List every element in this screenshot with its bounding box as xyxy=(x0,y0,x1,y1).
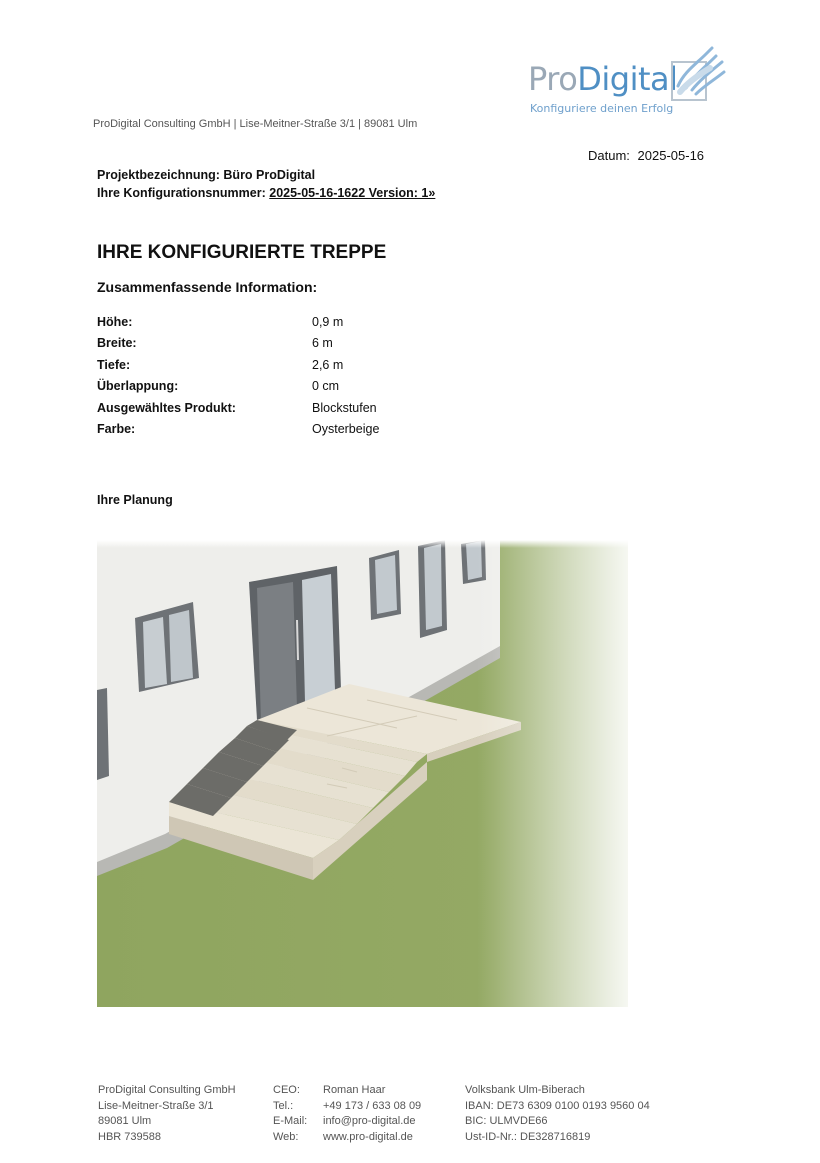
spec-value: Blockstufen xyxy=(312,400,377,415)
prodigital-logo xyxy=(528,42,728,122)
spec-row-hoehe xyxy=(97,312,497,333)
planning-label: Ihre Planung xyxy=(97,493,173,507)
footer-company xyxy=(98,1083,236,1145)
config-number-link[interactable]: 2025-05-16-1622 Version: 1» xyxy=(269,186,436,200)
config-label: Ihre Konfigurationsnummer: xyxy=(97,186,266,200)
spec-row-farbe xyxy=(97,419,497,440)
footer-bank xyxy=(465,1083,650,1145)
spec-label: Ausgewähltes Produkt: xyxy=(97,400,236,415)
footer-vat-id: Ust-ID-Nr.: DE328716819 xyxy=(465,1130,591,1143)
footer-bank-name: Volksbank Ulm-Biberach xyxy=(465,1084,585,1096)
logo-wordmark xyxy=(528,60,678,98)
page-title: IHRE KONFIGURIERTE TREPPE xyxy=(97,242,387,263)
spec-value: 2,6 m xyxy=(312,357,344,372)
footer-email[interactable]: info@pro-digital.de xyxy=(323,1115,416,1127)
window xyxy=(369,550,401,620)
date-value: 2025-05-16 xyxy=(637,148,705,163)
footer-iban: IBAN: DE73 6309 0100 0193 9560 04 xyxy=(465,1099,650,1112)
footer-contact-values xyxy=(323,1083,421,1145)
spec-row-produkt xyxy=(97,398,497,419)
spec-row-breite xyxy=(97,333,497,354)
footer-label: CEO: xyxy=(273,1084,300,1096)
spec-label: Höhe: xyxy=(97,315,133,329)
footer-label: Web: xyxy=(273,1130,299,1143)
document-date xyxy=(588,148,704,163)
stair-render-image xyxy=(97,540,628,1007)
spec-value: Oysterbeige xyxy=(312,421,380,436)
project-name: Projektbezeichnung: Büro ProDigital xyxy=(97,168,316,182)
footer-phone[interactable]: +49 173 / 633 08 09 xyxy=(323,1099,422,1112)
summary-heading: Zusammenfassende Information: xyxy=(97,279,318,295)
date-label: Datum: xyxy=(588,148,630,163)
footer-company-name: ProDigital Consulting GmbH xyxy=(98,1084,236,1096)
footer-bic: BIC: ULMVDE66 xyxy=(465,1115,548,1127)
logo-digital: Digital xyxy=(577,60,678,98)
configuration-number xyxy=(97,184,435,202)
footer-label: Tel.: xyxy=(273,1099,294,1112)
window xyxy=(418,540,447,638)
spec-label: Farbe: xyxy=(97,421,136,436)
spec-row-tiefe xyxy=(97,355,497,376)
spec-label: Tiefe: xyxy=(97,357,131,372)
sender-address-line: ProDigital Consulting GmbH | Lise-Meitner-Straße 3/1 | 89081 Ulm xyxy=(93,118,418,130)
spec-table xyxy=(97,312,497,440)
spec-label: Überlappung: xyxy=(97,379,179,394)
project-info xyxy=(97,166,435,202)
footer-web[interactable]: www.pro-digital.de xyxy=(323,1130,413,1143)
spec-value: 0 cm xyxy=(312,379,340,394)
spec-label: Breite: xyxy=(97,336,137,351)
spec-row-ueberlappung xyxy=(97,376,497,397)
window xyxy=(97,688,109,780)
hand-icon xyxy=(666,42,728,104)
logo-pro: Pro xyxy=(528,60,578,98)
footer-contact-labels xyxy=(273,1083,307,1145)
footer-city: 89081 Ulm xyxy=(98,1115,152,1127)
spec-value: 6 m xyxy=(312,336,333,351)
footer-register: HBR 739588 xyxy=(98,1130,161,1143)
logo-tagline: Konfiguriere deinen Erfolg xyxy=(530,102,674,115)
window xyxy=(135,602,199,692)
footer-street: Lise-Meitner-Straße 3/1 xyxy=(98,1099,214,1112)
spec-value: 0,9 m xyxy=(312,315,344,329)
footer-label: E-Mail: xyxy=(273,1115,308,1127)
footer-ceo: Roman Haar xyxy=(323,1084,386,1096)
